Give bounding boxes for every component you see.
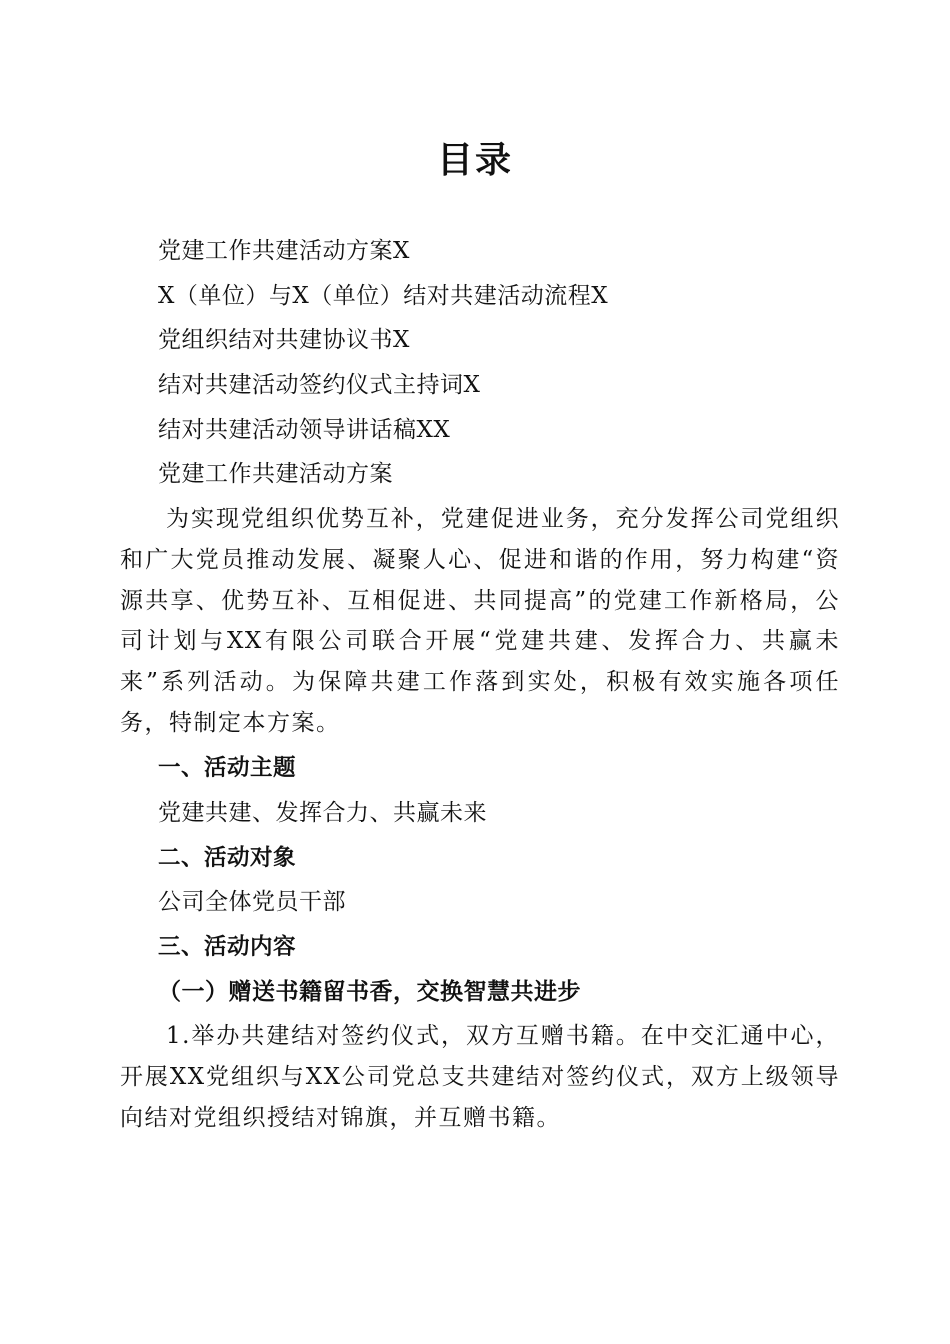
toc-item: X（单位）与X（单位）结对共建活动流程X — [158, 282, 609, 309]
section-3-item-1: 1.举办共建结对签约仪式，双方互赠书籍。在中交汇通中心，开展XX党组织与XX公司党总支共建结对签约仪式，双方上级领导向结对党组织授结对锦旗，并互赠书籍。 — [120, 1023, 840, 1131]
intro-paragraph: 为实现党组织优势互补，党建促进业务，充分发挥公司党组织和广大党员推动发展、凝聚人心、促进和谐的作用，努力构建“资源共享、优势互补、互相促进、共同提高”的党建工作新格局，公司计划与XX有限公司联合开展“党建共建、发挥合力、共赢未来”系列活动。为保障共建工作落到实处，积极有效实施各项任务，特制定本方案。 — [120, 506, 840, 736]
section-2-body: 公司全体党员干部 — [158, 889, 346, 916]
section-3-subheading: （一）赠送书籍留书香，交换智慧共进步 — [158, 977, 581, 1005]
section-2-heading: 二、活动对象 — [158, 844, 297, 871]
section-3-heading: 三、活动内容 — [158, 934, 297, 961]
toc-item: 党组织结对共建协议书X — [158, 327, 410, 354]
section-1-body: 党建共建、发挥合力、共赢未来 — [158, 800, 487, 827]
toc-item: 结对共建活动签约仪式主持词X — [158, 372, 481, 399]
toc-item: 党建工作共建活动方案X — [158, 238, 410, 264]
section-1-heading: 一、活动主题 — [158, 755, 297, 782]
document-title: 党建工作共建活动方案 — [158, 461, 393, 488]
document-body — [120, 229, 840, 1142]
page-title: 目录 — [436, 139, 513, 181]
toc-item: 结对共建活动领导讲话稿XX — [158, 416, 451, 443]
